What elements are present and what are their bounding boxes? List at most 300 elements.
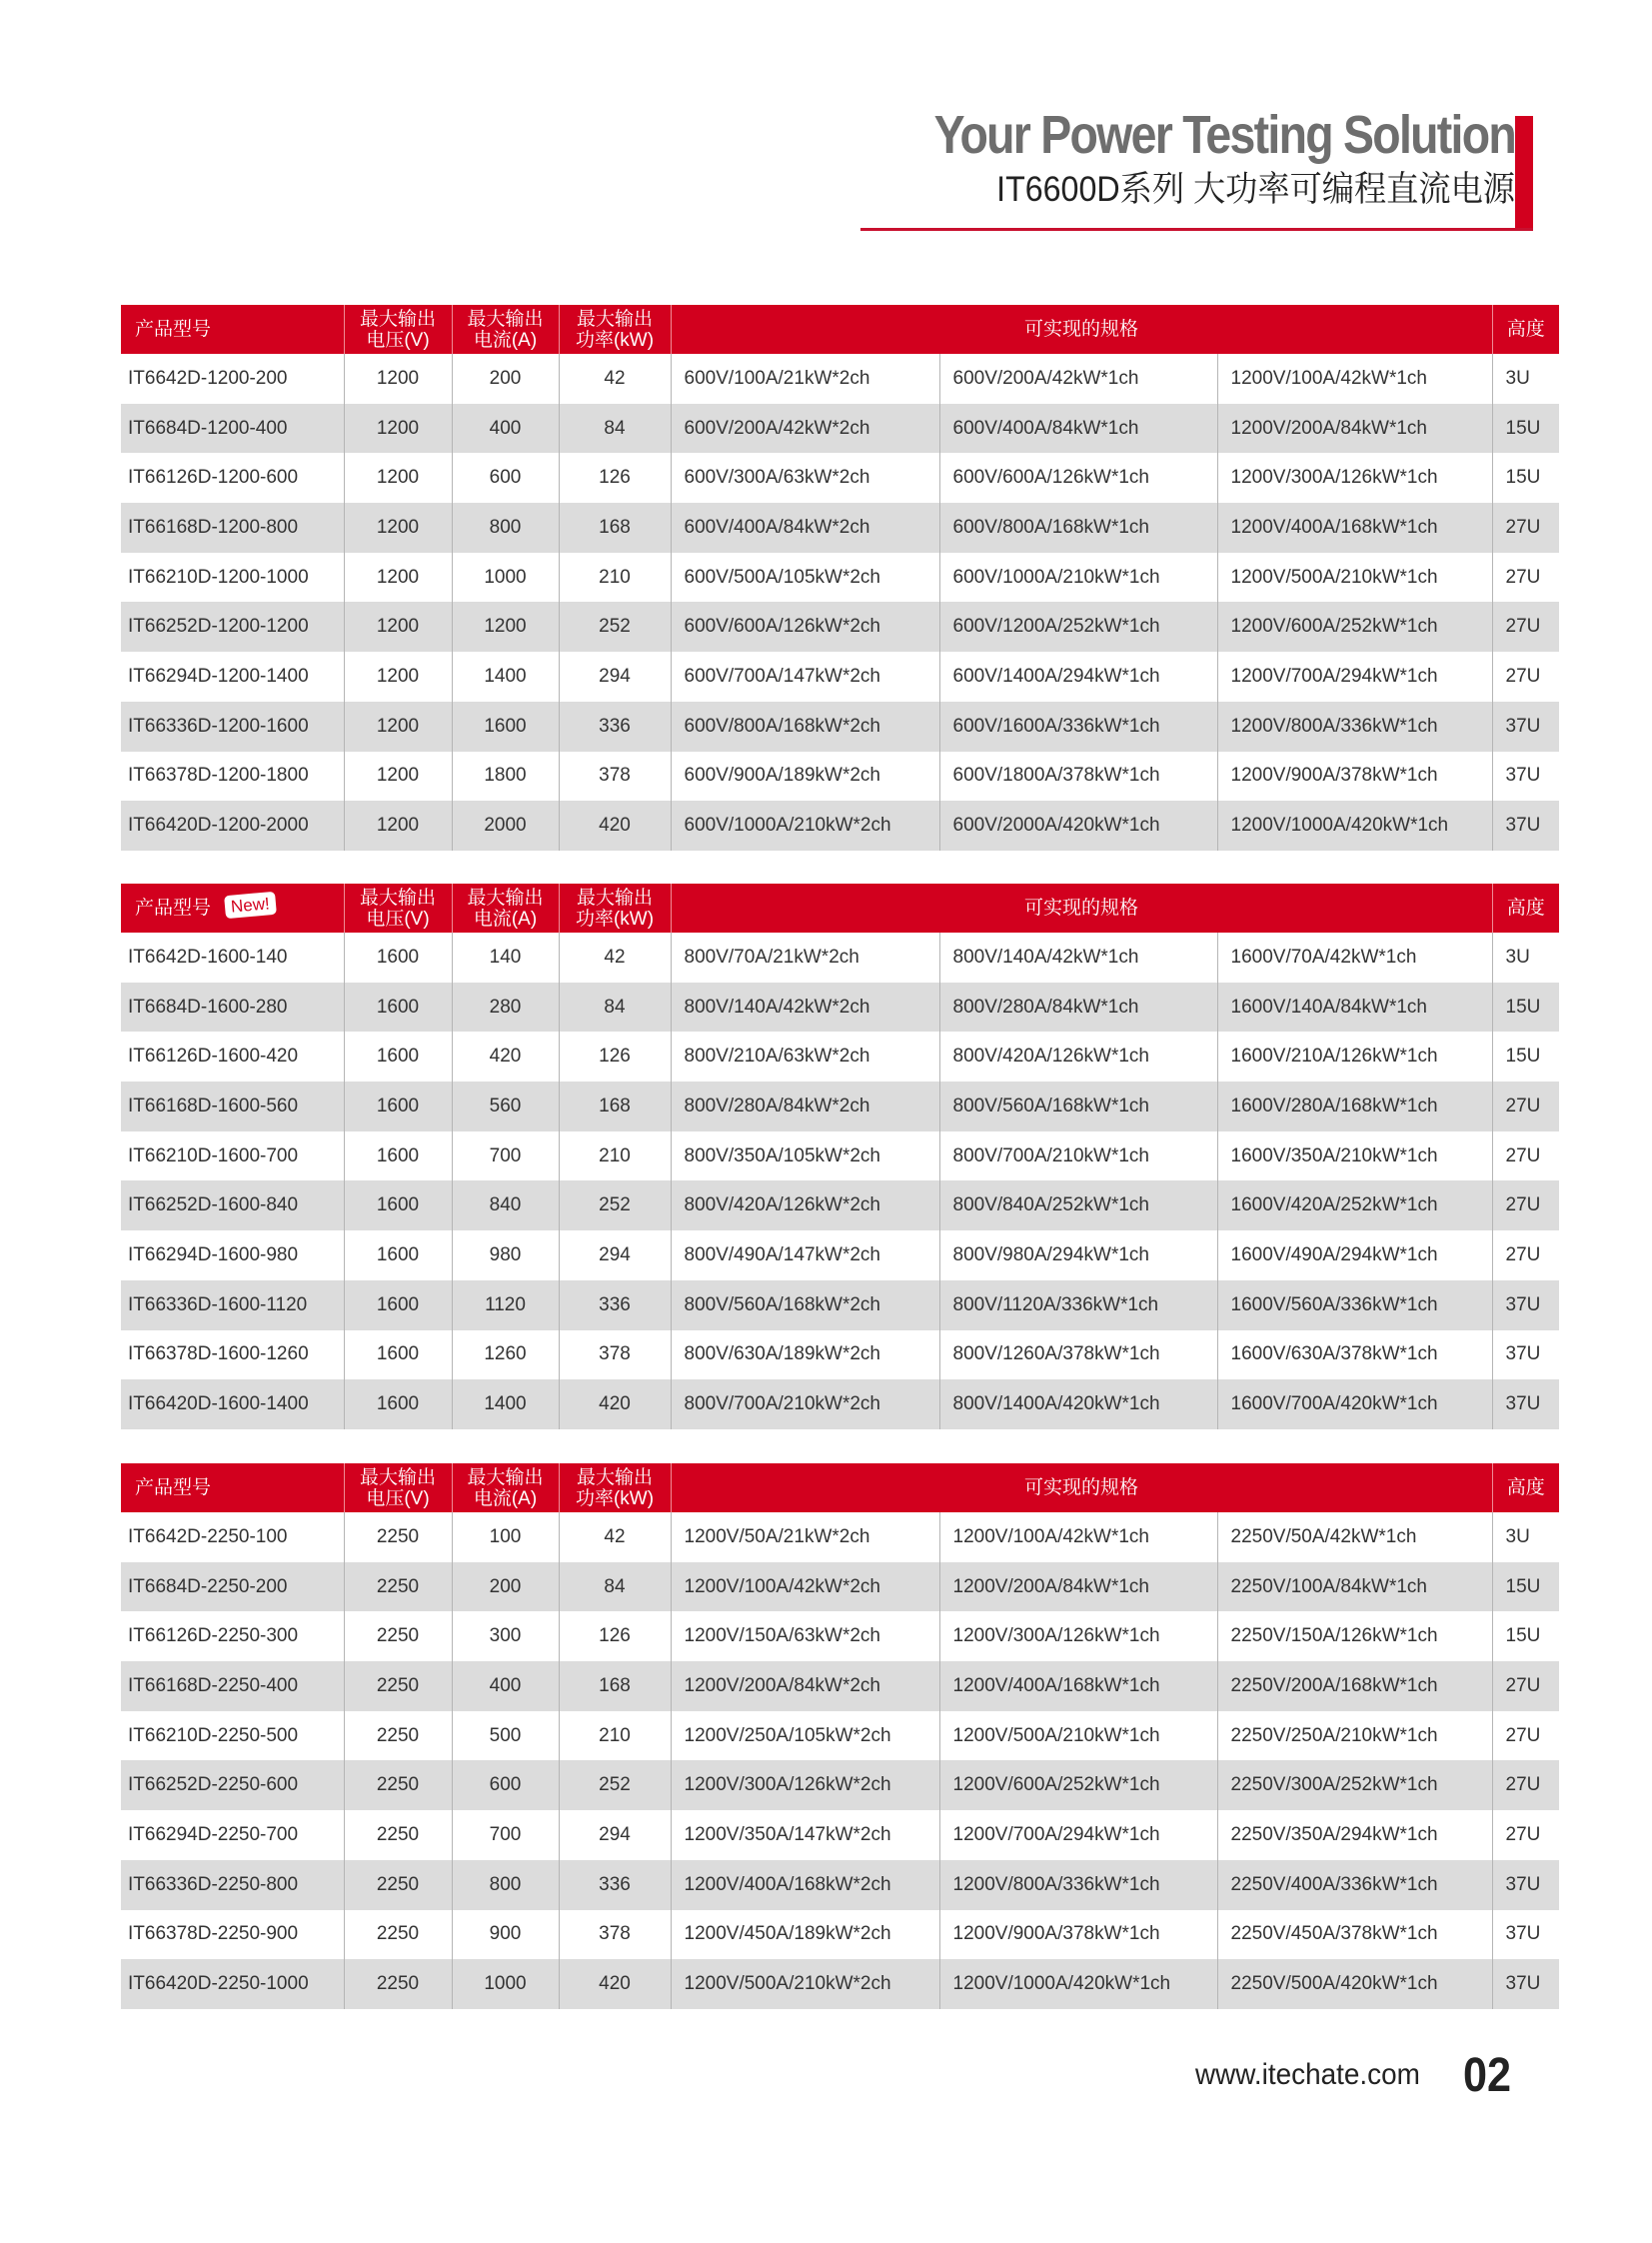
header-voltage-line2: 电压(V) [366, 1487, 430, 1509]
cell-current: 1600 [452, 702, 559, 752]
header-power-line1: 最大输出 [576, 1466, 653, 1488]
header-specs: 可实现的规格 [671, 1463, 1492, 1512]
cell-spec-1ch-low: 800V/840A/252kW*1ch [939, 1180, 1217, 1230]
table-row [121, 602, 1559, 652]
cell-height: 3U [1492, 354, 1559, 404]
cell-power: 294 [559, 652, 671, 702]
header-height: 高度 [1492, 1463, 1559, 1512]
cell-height: 37U [1492, 1280, 1559, 1330]
cell-current: 800 [452, 1860, 559, 1910]
cell-spec-2ch: 600V/600A/126kW*2ch [671, 602, 939, 652]
cell-spec-1ch-low: 1200V/1000A/420kW*1ch [939, 1959, 1217, 2009]
cell-spec-2ch: 1200V/150A/63kW*2ch [671, 1611, 939, 1661]
cell-voltage: 1600 [344, 933, 452, 983]
cell-spec-1ch-high: 1600V/350A/210kW*1ch [1217, 1131, 1492, 1181]
cell-spec-2ch: 1200V/200A/84kW*2ch [671, 1661, 939, 1711]
cell-current: 200 [452, 354, 559, 404]
cell-model: IT66294D-1200-1400 [128, 665, 309, 687]
header-current [452, 1463, 559, 1512]
table-row [121, 1180, 1559, 1230]
cell-current: 600 [452, 453, 559, 503]
cell-current: 300 [452, 1611, 559, 1661]
cell-spec-1ch-low: 1200V/900A/378kW*1ch [939, 1910, 1217, 1960]
cell-spec-1ch-high: 2250V/150A/126kW*1ch [1217, 1611, 1492, 1661]
cell-spec-2ch: 800V/630A/189kW*2ch [671, 1330, 939, 1380]
cell-current: 1400 [452, 1379, 559, 1429]
cell-height: 27U [1492, 1711, 1559, 1761]
cell-spec-1ch-low: 600V/200A/42kW*1ch [939, 354, 1217, 404]
cell-spec-2ch: 600V/100A/21kW*2ch [671, 354, 939, 404]
cell-current: 1120 [452, 1280, 559, 1330]
cell-spec-2ch: 800V/70A/21kW*2ch [671, 933, 939, 983]
cell-current: 1000 [452, 1959, 559, 2009]
cell-spec-2ch: 800V/700A/210kW*2ch [671, 1379, 939, 1429]
cell-height: 27U [1492, 1230, 1559, 1280]
cell-current: 1260 [452, 1330, 559, 1380]
cell-height: 15U [1492, 1611, 1559, 1661]
header-current-line1: 最大输出 [467, 308, 544, 330]
spec-table-1200v [121, 305, 1559, 851]
cell-spec-2ch: 600V/300A/63kW*2ch [671, 453, 939, 503]
cell-spec-2ch: 600V/1000A/210kW*2ch [671, 801, 939, 851]
cell-spec-1ch-low: 1200V/800A/336kW*1ch [939, 1860, 1217, 1910]
cell-voltage: 1200 [344, 553, 452, 603]
header-specs: 可实现的规格 [671, 305, 1492, 354]
cell-height: 3U [1492, 1512, 1559, 1562]
table-row [121, 702, 1559, 752]
cell-power: 126 [559, 1032, 671, 1082]
cell-power: 252 [559, 1180, 671, 1230]
cell-voltage: 2250 [344, 1760, 452, 1810]
cell-voltage: 1600 [344, 983, 452, 1033]
header-current-line1: 最大输出 [467, 1466, 544, 1488]
cell-model: IT66336D-1200-1600 [121, 702, 344, 752]
cell-power: 420 [559, 801, 671, 851]
cell-spec-1ch-low: 1200V/600A/252kW*1ch [939, 1760, 1217, 1810]
header-height: 高度 [1492, 884, 1559, 933]
cell-height: 27U [1492, 1810, 1559, 1860]
cell-height: 27U [1492, 553, 1559, 603]
cell-model: IT6684D-1600-280 [121, 983, 344, 1033]
cell-spec-1ch-low: 1200V/100A/42kW*1ch [939, 1512, 1217, 1562]
cell-height: 37U [1492, 752, 1559, 802]
cell-power: 378 [559, 752, 671, 802]
table-header-row [121, 305, 1559, 354]
cell-height: 27U [1492, 1661, 1559, 1711]
cell-voltage: 2250 [344, 1910, 452, 1960]
header-underline [860, 228, 1533, 231]
page-title: Your Power Testing Solution [933, 105, 1515, 165]
cell-spec-1ch-high: 1200V/600A/252kW*1ch [1217, 602, 1492, 652]
cell-current: 200 [452, 1562, 559, 1612]
cell-power: 84 [559, 983, 671, 1033]
cell-spec-1ch-high: 1200V/1000A/420kW*1ch [1217, 801, 1492, 851]
cell-spec-1ch-low: 800V/1120A/336kW*1ch [939, 1280, 1217, 1330]
cell-power: 336 [559, 1280, 671, 1330]
cell-model: IT66336D-2250-800 [121, 1860, 344, 1910]
header-voltage [344, 305, 452, 354]
cell-spec-1ch-high: 2250V/50A/42kW*1ch [1217, 1512, 1492, 1562]
cell-current: 400 [452, 1661, 559, 1711]
cell-height: 15U [1492, 983, 1559, 1033]
cell-voltage: 1600 [344, 1379, 452, 1429]
cell-height: 37U [1492, 1910, 1559, 1960]
cell-model: IT66378D-1200-1800 [128, 765, 309, 787]
cell-spec-1ch-low: 800V/700A/210kW*1ch [939, 1131, 1217, 1181]
cell-power: 336 [559, 1860, 671, 1910]
cell-voltage: 1200 [344, 503, 452, 553]
cell-height: 37U [1492, 801, 1559, 851]
table-row [121, 1032, 1559, 1082]
table-row [121, 652, 1559, 702]
cell-spec-1ch-high: 1600V/210A/126kW*1ch [1217, 1032, 1492, 1082]
header-model-label: 产品型号 [135, 319, 212, 340]
cell-height: 15U [1492, 404, 1559, 454]
cell-spec-1ch-low: 600V/600A/126kW*1ch [939, 453, 1217, 503]
cell-spec-2ch: 1200V/450A/189kW*2ch [671, 1910, 939, 1960]
cell-spec-1ch-high: 2250V/500A/420kW*1ch [1217, 1959, 1492, 2009]
cell-current: 100 [452, 1512, 559, 1562]
table-row [121, 1330, 1559, 1380]
cell-height: 37U [1492, 702, 1559, 752]
cell-power: 210 [559, 553, 671, 603]
cell-spec-1ch-low: 600V/1600A/336kW*1ch [939, 702, 1217, 752]
cell-voltage: 1200 [344, 752, 452, 802]
cell-power: 378 [559, 1330, 671, 1380]
header-current-line2: 电流(A) [473, 329, 538, 351]
cell-voltage: 2250 [344, 1661, 452, 1711]
cell-spec-1ch-high: 1600V/490A/294kW*1ch [1217, 1230, 1492, 1280]
cell-model: IT66168D-1600-560 [121, 1082, 344, 1131]
cell-spec-2ch: 1200V/100A/42kW*2ch [671, 1562, 939, 1612]
cell-spec-1ch-low: 800V/280A/84kW*1ch [939, 983, 1217, 1033]
cell-spec-2ch: 1200V/400A/168kW*2ch [671, 1860, 939, 1910]
cell-model: IT66252D-1600-840 [121, 1180, 344, 1230]
cell-spec-1ch-high: 2250V/350A/294kW*1ch [1217, 1810, 1492, 1860]
cell-current: 700 [452, 1131, 559, 1181]
cell-spec-2ch: 1200V/300A/126kW*2ch [671, 1760, 939, 1810]
cell-height: 27U [1492, 1131, 1559, 1181]
cell-current: 700 [452, 1810, 559, 1860]
cell-model: IT6642D-1200-200 [128, 367, 288, 389]
footer-website-link[interactable]: www.itechate.com [1195, 2058, 1420, 2091]
cell-spec-2ch: 800V/280A/84kW*2ch [671, 1082, 939, 1131]
cell-spec-2ch: 800V/490A/147kW*2ch [671, 1230, 939, 1280]
cell-model: IT66210D-1600-700 [128, 1144, 299, 1166]
table-row [121, 1512, 1559, 1562]
cell-model: IT66252D-1200-1200 [121, 602, 344, 652]
cell-voltage: 1600 [344, 1032, 452, 1082]
cell-power: 126 [559, 1611, 671, 1661]
cell-spec-1ch-low: 1200V/300A/126kW*1ch [939, 1611, 1217, 1661]
header-voltage-line1: 最大输出 [359, 1466, 436, 1488]
cell-model: IT66378D-2250-900 [128, 1923, 299, 1945]
header-voltage-line2: 电压(V) [366, 329, 430, 351]
cell-model: IT66168D-1200-800 [121, 503, 344, 553]
cell-spec-2ch: 800V/560A/168kW*2ch [671, 1280, 939, 1330]
cell-model: IT6642D-2250-100 [128, 1525, 288, 1547]
cell-spec-1ch-high: 2250V/300A/252kW*1ch [1217, 1760, 1492, 1810]
cell-spec-1ch-high: 1600V/70A/42kW*1ch [1217, 933, 1492, 983]
cell-voltage: 1600 [344, 1131, 452, 1181]
spec-table-1600v [121, 884, 1559, 1429]
cell-current: 1000 [452, 553, 559, 603]
table-row [121, 1082, 1559, 1131]
cell-power: 294 [559, 1810, 671, 1860]
cell-model: IT66126D-1200-600 [128, 467, 299, 489]
header-power [559, 884, 671, 933]
cell-model: IT6642D-1600-140 [128, 946, 288, 968]
cell-spec-1ch-high: 1200V/700A/294kW*1ch [1217, 652, 1492, 702]
cell-spec-1ch-low: 1200V/400A/168kW*1ch [939, 1661, 1217, 1711]
cell-power: 168 [559, 1082, 671, 1131]
cell-current: 2000 [452, 801, 559, 851]
cell-voltage: 2250 [344, 1810, 452, 1860]
cell-power: 252 [559, 1760, 671, 1810]
table-row [121, 933, 1559, 983]
cell-model: IT66378D-1600-1260 [128, 1343, 309, 1365]
cell-power: 378 [559, 1910, 671, 1960]
cell-model: IT66126D-2250-300 [128, 1625, 299, 1647]
cell-power: 294 [559, 1230, 671, 1280]
table-row [121, 1131, 1559, 1181]
table-row [121, 354, 1559, 404]
cell-spec-2ch: 800V/140A/42kW*2ch [671, 983, 939, 1033]
header-power [559, 305, 671, 354]
cell-current: 800 [452, 503, 559, 553]
cell-spec-1ch-low: 800V/1400A/420kW*1ch [939, 1379, 1217, 1429]
table-row [121, 1661, 1559, 1711]
cell-model: IT66420D-2250-1000 [121, 1959, 344, 2009]
new-badge: New! [224, 892, 277, 919]
cell-current: 980 [452, 1230, 559, 1280]
cell-spec-1ch-high: 1200V/300A/126kW*1ch [1217, 453, 1492, 503]
cell-voltage: 2250 [344, 1860, 452, 1910]
header-voltage [344, 1463, 452, 1512]
cell-spec-1ch-high: 2250V/400A/336kW*1ch [1217, 1860, 1492, 1910]
cell-spec-1ch-low: 800V/560A/168kW*1ch [939, 1082, 1217, 1131]
cell-spec-1ch-low: 1200V/700A/294kW*1ch [939, 1810, 1217, 1860]
cell-current: 900 [452, 1910, 559, 1960]
cell-height: 15U [1492, 1032, 1559, 1082]
cell-spec-2ch: 600V/400A/84kW*2ch [671, 503, 939, 553]
cell-spec-1ch-low: 800V/980A/294kW*1ch [939, 1230, 1217, 1280]
cell-spec-1ch-high: 1600V/140A/84kW*1ch [1217, 983, 1492, 1033]
cell-spec-1ch-high: 1600V/560A/336kW*1ch [1217, 1280, 1492, 1330]
cell-height: 27U [1492, 1760, 1559, 1810]
cell-power: 42 [559, 354, 671, 404]
table-row [121, 1562, 1559, 1612]
table-row [121, 503, 1559, 553]
cell-voltage: 1200 [344, 702, 452, 752]
cell-height: 15U [1492, 1562, 1559, 1612]
header-voltage [344, 884, 452, 933]
header-current [452, 305, 559, 354]
cell-height: 27U [1492, 1082, 1559, 1131]
cell-model: IT66336D-1600-1120 [121, 1280, 344, 1330]
cell-power: 84 [559, 404, 671, 454]
cell-power: 420 [559, 1379, 671, 1429]
header-model-label: 产品型号 [135, 898, 212, 919]
cell-spec-1ch-low: 600V/2000A/420kW*1ch [939, 801, 1217, 851]
table-row [121, 1280, 1559, 1330]
table-header-row [121, 884, 1559, 933]
cell-voltage: 1600 [344, 1280, 452, 1330]
cell-spec-1ch-high: 1600V/420A/252kW*1ch [1217, 1180, 1492, 1230]
cell-spec-1ch-low: 600V/1400A/294kW*1ch [939, 652, 1217, 702]
cell-spec-1ch-high: 1600V/700A/420kW*1ch [1217, 1379, 1492, 1429]
cell-spec-1ch-high: 1200V/400A/168kW*1ch [1217, 503, 1492, 553]
cell-spec-1ch-high: 1600V/280A/168kW*1ch [1217, 1082, 1492, 1131]
header-height: 高度 [1492, 305, 1559, 354]
cell-power: 210 [559, 1131, 671, 1181]
cell-voltage: 2250 [344, 1711, 452, 1761]
cell-spec-1ch-high: 1200V/900A/378kW*1ch [1217, 752, 1492, 802]
table-row [121, 1711, 1559, 1761]
cell-voltage: 1600 [344, 1180, 452, 1230]
cell-spec-2ch: 600V/800A/168kW*2ch [671, 702, 939, 752]
cell-model: IT66210D-2250-500 [128, 1724, 299, 1746]
cell-power: 168 [559, 1661, 671, 1711]
cell-voltage: 1200 [344, 453, 452, 503]
page-subtitle: IT6600D系列 大功率可编程直流电源 [996, 170, 1515, 209]
header-model [121, 884, 344, 933]
cell-spec-2ch: 1200V/250A/105kW*2ch [671, 1711, 939, 1761]
cell-spec-2ch: 600V/200A/42kW*2ch [671, 404, 939, 454]
cell-current: 400 [452, 404, 559, 454]
cell-current: 560 [452, 1082, 559, 1131]
header-voltage-line1: 最大输出 [359, 308, 436, 330]
cell-voltage: 1200 [344, 404, 452, 454]
cell-spec-1ch-low: 600V/1800A/378kW*1ch [939, 752, 1217, 802]
cell-model: IT66210D-1200-1000 [128, 566, 309, 588]
cell-height: 27U [1492, 503, 1559, 553]
cell-power: 42 [559, 933, 671, 983]
cell-height: 37U [1492, 1330, 1559, 1380]
cell-model: IT66252D-2250-600 [121, 1760, 344, 1810]
cell-height: 27U [1492, 652, 1559, 702]
cell-spec-2ch: 1200V/500A/210kW*2ch [671, 1959, 939, 2009]
cell-spec-1ch-low: 800V/1260A/378kW*1ch [939, 1330, 1217, 1380]
cell-height: 27U [1492, 1180, 1559, 1230]
header-current-line2: 电流(A) [473, 908, 538, 930]
cell-current: 420 [452, 1032, 559, 1082]
cell-spec-1ch-low: 600V/1000A/210kW*1ch [939, 553, 1217, 603]
cell-model: IT66294D-1600-980 [128, 1243, 299, 1265]
cell-voltage: 2250 [344, 1611, 452, 1661]
cell-model: IT6684D-2250-200 [121, 1562, 344, 1612]
cell-spec-1ch-high: 1200V/200A/84kW*1ch [1217, 404, 1492, 454]
table-row [121, 453, 1559, 503]
cell-current: 840 [452, 1180, 559, 1230]
cell-current: 1200 [452, 602, 559, 652]
header-current-line2: 电流(A) [473, 1487, 538, 1509]
table-row [121, 1379, 1559, 1429]
cell-spec-2ch: 800V/210A/63kW*2ch [671, 1032, 939, 1082]
table-row [121, 1959, 1559, 2009]
cell-spec-1ch-low: 1200V/500A/210kW*1ch [939, 1711, 1217, 1761]
cell-voltage: 1200 [344, 602, 452, 652]
cell-height: 37U [1492, 1959, 1559, 2009]
table-row [121, 801, 1559, 851]
cell-power: 168 [559, 503, 671, 553]
cell-power: 210 [559, 1711, 671, 1761]
header-model [121, 1463, 344, 1512]
cell-height: 3U [1492, 933, 1559, 983]
header-power-line2: 功率(kW) [575, 908, 655, 930]
cell-voltage: 2250 [344, 1512, 452, 1562]
cell-voltage: 2250 [344, 1562, 452, 1612]
cell-voltage: 1200 [344, 801, 452, 851]
cell-power: 252 [559, 602, 671, 652]
cell-current: 280 [452, 983, 559, 1033]
cell-model: IT66126D-1600-420 [128, 1046, 299, 1068]
cell-spec-2ch: 600V/500A/105kW*2ch [671, 553, 939, 603]
header-current [452, 884, 559, 933]
cell-power: 126 [559, 453, 671, 503]
cell-voltage: 1600 [344, 1082, 452, 1131]
cell-model: IT66420D-1600-1400 [121, 1379, 344, 1429]
table-row [121, 983, 1559, 1033]
table-row [121, 1910, 1559, 1960]
cell-spec-1ch-high: 1600V/630A/378kW*1ch [1217, 1330, 1492, 1380]
cell-height: 37U [1492, 1860, 1559, 1910]
cell-height: 37U [1492, 1379, 1559, 1429]
header-accent-bar [1515, 116, 1533, 231]
header-power-line2: 功率(kW) [575, 1487, 655, 1509]
cell-voltage: 2250 [344, 1959, 452, 2009]
cell-spec-1ch-low: 600V/1200A/252kW*1ch [939, 602, 1217, 652]
cell-model: IT66420D-1200-2000 [121, 801, 344, 851]
cell-current: 140 [452, 933, 559, 983]
cell-current: 1400 [452, 652, 559, 702]
cell-spec-2ch: 800V/420A/126kW*2ch [671, 1180, 939, 1230]
cell-power: 84 [559, 1562, 671, 1612]
header-power-line2: 功率(kW) [575, 329, 655, 351]
page-number: 02 [1463, 2049, 1512, 2102]
cell-spec-2ch: 600V/700A/147kW*2ch [671, 652, 939, 702]
table-row [121, 1860, 1559, 1910]
cell-height: 15U [1492, 453, 1559, 503]
table-row [121, 553, 1559, 603]
header-voltage-line1: 最大输出 [359, 887, 436, 909]
cell-spec-1ch-high: 1200V/800A/336kW*1ch [1217, 702, 1492, 752]
cell-power: 336 [559, 702, 671, 752]
table-row [121, 752, 1559, 802]
cell-current: 600 [452, 1760, 559, 1810]
cell-model: IT66168D-2250-400 [121, 1661, 344, 1711]
cell-model: IT66294D-2250-700 [128, 1823, 299, 1845]
header-power [559, 1463, 671, 1512]
cell-spec-1ch-low: 1200V/200A/84kW*1ch [939, 1562, 1217, 1612]
cell-spec-1ch-high: 2250V/250A/210kW*1ch [1217, 1711, 1492, 1761]
cell-spec-2ch: 800V/350A/105kW*2ch [671, 1131, 939, 1181]
table-row [121, 404, 1559, 454]
table-row [121, 1760, 1559, 1810]
header-model-label: 产品型号 [135, 1477, 212, 1498]
cell-current: 500 [452, 1711, 559, 1761]
table-row [121, 1810, 1559, 1860]
cell-height: 27U [1492, 602, 1559, 652]
cell-spec-1ch-high: 2250V/200A/168kW*1ch [1217, 1661, 1492, 1711]
table-row [121, 1611, 1559, 1661]
cell-spec-1ch-high: 2250V/100A/84kW*1ch [1217, 1562, 1492, 1612]
header-voltage-line2: 电压(V) [366, 908, 430, 930]
header-power-line1: 最大输出 [576, 887, 653, 909]
cell-spec-2ch: 1200V/50A/21kW*2ch [671, 1512, 939, 1562]
cell-spec-1ch-high: 1200V/500A/210kW*1ch [1217, 553, 1492, 603]
cell-spec-1ch-low: 600V/800A/168kW*1ch [939, 503, 1217, 553]
